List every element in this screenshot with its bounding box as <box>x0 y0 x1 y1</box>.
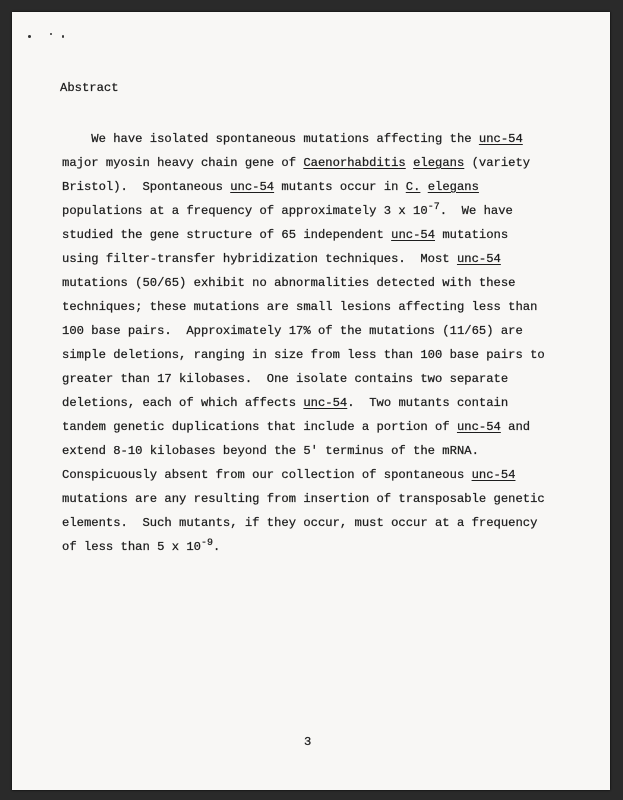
text-segment: . Two mutants contain <box>347 396 509 410</box>
text-segment: mutants occur in <box>274 180 406 194</box>
text-segment <box>406 156 413 170</box>
text-line <box>62 391 545 415</box>
text-line <box>62 247 545 271</box>
text-segment: . We have <box>439 204 513 218</box>
text-line <box>62 271 545 295</box>
text-segment: tandem genetic duplications that include a portion of <box>62 420 457 434</box>
text-line <box>62 319 545 343</box>
text-segment: 100 base pairs. Approximately 17% of the mutations (11/65) are <box>62 324 523 338</box>
text-line <box>62 127 545 151</box>
underlined-term: elegans <box>413 156 465 170</box>
text-line <box>62 175 545 199</box>
text-line <box>62 511 545 535</box>
text-segment: using filter-transfer hybridization techniques. Most <box>62 252 457 266</box>
underlined-term: unc-54 <box>471 468 516 482</box>
text-line <box>62 415 545 439</box>
text-segment: extend 8-10 kilobases beyond the 5' terminus of the mRNA. <box>62 444 479 458</box>
text-line <box>62 151 545 175</box>
text-segment: deletions, each of which affects <box>62 396 304 410</box>
text-line <box>62 223 545 247</box>
text-segment: (variety <box>464 156 531 170</box>
text-segment: We have isolated spontaneous mutations affecting the <box>62 132 479 146</box>
text-segment: mutations are any resulting from insertion of transposable genetic <box>62 492 545 506</box>
text-line <box>62 487 545 511</box>
underlined-term: unc-54 <box>391 228 436 242</box>
page-number: 3 <box>304 735 312 749</box>
section-heading: Abstract <box>60 81 119 95</box>
text-line <box>62 199 545 223</box>
text-segment: . <box>212 540 221 554</box>
underlined-term: unc-54 <box>303 396 348 410</box>
document-page <box>12 12 610 790</box>
text-line <box>62 439 545 463</box>
text-segment: greater than 17 kilobases. One isolate contains two separate <box>62 372 509 386</box>
text-segment: mutations <box>435 228 509 242</box>
superscript-exponent: -9 <box>200 538 213 549</box>
text-segment: mutations (50/65) exhibit no abnormalities detected with these <box>62 276 516 290</box>
text-segment: techniques; these mutations are small lesions affecting less than <box>62 300 538 314</box>
text-segment: populations at a frequency of approximately 3 x 10 <box>62 204 428 218</box>
text-segment: simple deletions, ranging in size from less than 100 base pairs to <box>62 348 545 362</box>
text-segment: Conspicuously absent from our collection of spontaneous <box>62 468 472 482</box>
abstract-paragraph <box>62 127 545 559</box>
underlined-term: unc-54 <box>478 132 523 146</box>
text-segment <box>420 180 427 194</box>
text-segment: of less than 5 x 10 <box>62 540 201 554</box>
underlined-term: unc-54 <box>230 180 275 194</box>
underlined-term: C. <box>405 180 421 194</box>
text-line <box>62 343 545 367</box>
underlined-term: Caenorhabditis <box>303 156 406 170</box>
text-segment: elements. Such mutants, if they occur, must occur at a frequency <box>62 516 538 530</box>
text-line <box>62 535 545 559</box>
text-line <box>62 367 545 391</box>
text-line <box>62 295 545 319</box>
underlined-term: unc-54 <box>456 252 501 266</box>
underlined-term: unc-54 <box>456 420 501 434</box>
superscript-exponent: -7 <box>427 202 440 213</box>
text-segment: studied the gene structure of 65 independent <box>62 228 392 242</box>
text-segment: and <box>500 420 531 434</box>
text-segment: Bristol). Spontaneous <box>62 180 231 194</box>
text-segment: major myosin heavy chain gene of <box>62 156 304 170</box>
text-line <box>62 463 545 487</box>
underlined-term: elegans <box>427 180 479 194</box>
